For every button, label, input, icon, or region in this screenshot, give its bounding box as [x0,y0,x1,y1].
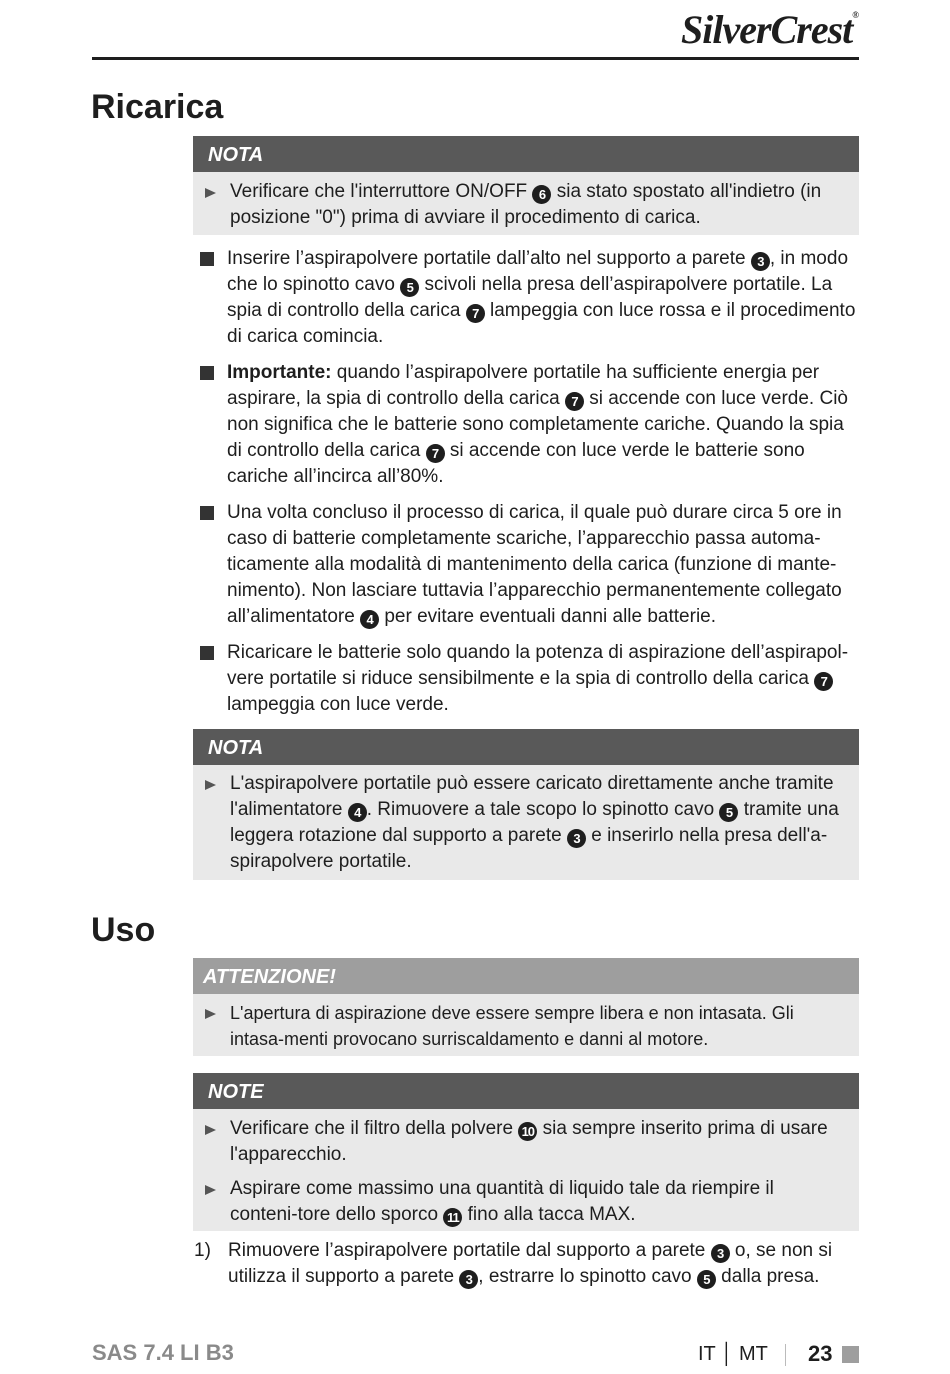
note-item: Aspirare come massimo una quantità di liquido tale da riempire il conteni-tore dello sporco 11 fino alla tacca MAX. [193,1176,859,1228]
section-title-ricarica: Ricarica [91,88,224,126]
note-item: Verificare che l'interruttore ON/OFF 6 sia stato spostato all'indietro (in posizione "0") prima di avviare il procedimento di carica. [193,172,859,231]
notes-heading: NOTE [193,1073,859,1109]
brand-logo: SilverCrest® [681,7,858,52]
list-item: Inserire l’aspirapolvere portatile dall’alto nel supporto a parete 3 , in modo che lo spinotto cavo 5 scivoli nella presa dell’aspirapolvere portatile. La spia di controllo della carica 7 lampeggia con luce rossa e il procedimento di carica comincia. [198,246,863,350]
arrow-icon [205,188,216,198]
footer-square-icon [842,1346,859,1363]
bullet-square-icon [200,506,214,520]
arrow-icon [205,1009,216,1019]
bullet-square-icon [200,252,214,266]
note-item: L'aspirapolvere portatile può essere caricato direttamente anche tramite l'alimentatore 4 . Rimuovere a tale scopo lo spinotto cavo 5 tramite una leggera rotazione dal supporto a parete 3 e inserirlo nella presa dell'a-spirapolvere portatile. [193,765,859,875]
list-item: Ricaricare le batterie solo quando la potenza di aspirazione dell’aspirapol-vere portatile si riduce sensibilmente e la spia di controllo della carica 7 lampeggia con luce verde. [198,640,863,718]
instruction-list [198,246,863,718]
notes-box [193,1073,859,1231]
note-box [193,729,859,880]
step-number: 1) [194,1240,211,1261]
page-number: 23 [808,1341,833,1366]
footer-divider [785,1344,786,1366]
note-heading: NOTA [193,729,859,765]
caution-box [193,958,859,1056]
ref-number: 6 [532,185,551,204]
footer-languages: IT │ MT [698,1343,768,1365]
numbered-step: 1) Rimuovere l’aspirapolvere portatile dal supporto a parete 3 o, se non si utilizza il supporto a parete 3 , estrarre lo spinotto cavo 5 dalla presa. [194,1240,833,1287]
list-item: Importante: quando l’aspirapolvere portatile ha sufficiente energia per aspirare, la spia di controllo della carica 7 si accende con luce verde. Ciò non significa che le batterie sono completamente cariche. Quando la spia di controllo della carica 7 si accende con luce verde le batterie sono cariche all’incirca all’80%. [198,360,863,490]
note-heading: NOTA [193,136,859,172]
arrow-icon [205,780,216,790]
note-box [193,136,859,235]
arrow-icon [205,1185,216,1195]
list-item: Una volta concluso il processo di carica, il quale può durare circa 5 ore in caso di batterie completamente scariche, l’apparecchio passa automa-ticamente alla modalità di mantenimento della carica (funzione di mante-nimento). Non lasciare tuttavia l’apparecchio permanentemente collegato all’alimentatore 4 per evitare eventuali danni alle batterie. [198,500,863,630]
note-item: Verificare che il filtro della polvere 10 sia sempre inserito prima di usare l'apparecchio. [193,1109,859,1168]
arrow-icon [205,1125,216,1135]
bullet-square-icon [200,366,214,380]
caution-item: L'apertura di aspirazione deve essere sempre libera e non intasata. Gli intasa-menti provocano surriscaldamento e danni al motore. [193,994,859,1052]
bullet-square-icon [200,646,214,660]
caution-heading: ATTENZIONE! [193,958,859,994]
footer-model: SAS 7.4 LI B3 [92,1340,234,1365]
section-title-uso: Uso [91,911,156,949]
header-rule [92,57,859,60]
